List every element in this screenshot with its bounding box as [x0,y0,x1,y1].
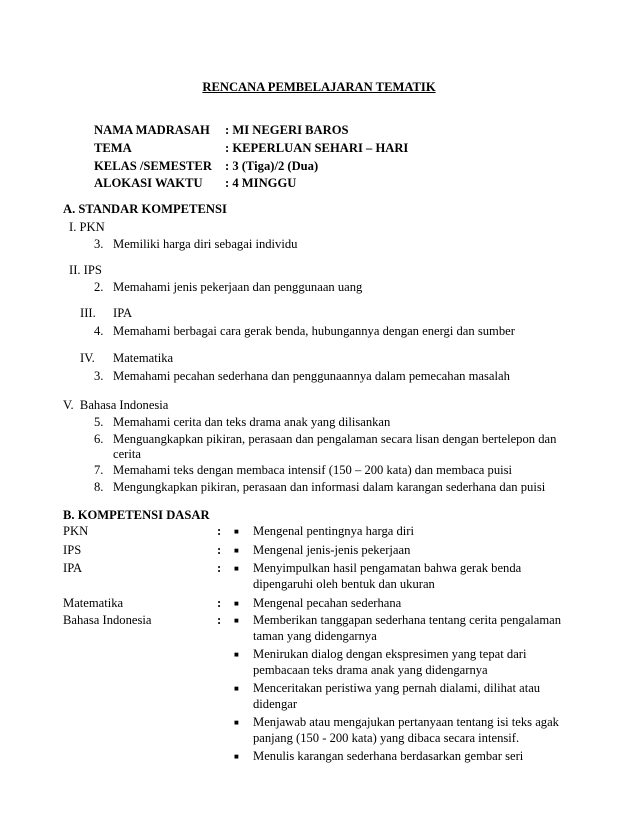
kd-bullet-text: Menirukan dialog dengan ekspresimen yang tepat dari [253,647,527,661]
kd-bullet-text-continued: didengar [253,697,298,711]
square-bullet-icon: ■ [234,599,239,608]
sk-item-number: 7. [94,463,104,477]
header-value-madrasah: : MI NEGERI BAROS [225,123,349,137]
group-pkn-label: I. PKN [69,220,105,234]
sk-item-text: Memahami pecahan sederhana dan penggunaannya dalam pemecahan masalah [113,369,510,383]
kd-subject-ips: IPS [63,543,82,557]
square-bullet-icon: ■ [234,616,239,625]
kd-bullet-text: Memberikan tanggapan sederhana tentang cerita pengalaman [253,613,562,627]
square-bullet-icon: ■ [234,684,239,693]
sk-item-number: 8. [94,480,104,494]
header-value-kelas: : 3 (Tiga)/2 (Dua) [225,159,319,173]
kd-subject-pkn: PKN [63,524,89,538]
group-ipa-numeral: III. [80,306,96,320]
kd-bullet-text: Mengenal pentingnya harga diri [253,524,414,538]
sk-item-text: Memahami jenis pekerjaan dan penggunaan uang [113,280,363,294]
kd-colon: : [217,613,222,627]
square-bullet-icon: ■ [234,546,239,555]
header-value-waktu: : 4 MINGGU [225,176,297,190]
header-label-kelas: KELAS /SEMESTER [94,159,212,173]
kd-bullet-text-continued: dipengaruhi oleh bentuk dan ukuran [253,577,435,591]
document-title: RENCANA PEMBELAJARAN TEMATIK [202,80,436,94]
group-bahasa-label: V. Bahasa Indonesia [63,398,169,412]
kd-subject-matematika: Matematika [63,596,124,610]
kd-bullet-text-continued: panjang (150 - 200 kata) yang dibaca secara intensif. [253,731,520,745]
sk-item-text: Memahami cerita dan teks drama anak yang dilisankan [113,415,391,429]
kd-subject-ipa: IPA [63,561,83,575]
square-bullet-icon: ■ [234,527,239,536]
square-bullet-icon: ■ [234,650,239,659]
kd-bullet-text-continued: taman yang didengarnya [253,629,377,643]
sk-item-text: Memiliki harga diri sebagai individu [113,237,298,251]
sk-item-text-continued: cerita [113,447,141,461]
header-label-tema: TEMA [94,141,132,155]
square-bullet-icon: ■ [234,564,239,573]
kd-bullet-text: Mengenal jenis-jenis pekerjaan [253,543,411,557]
kd-subject-bahasa-indonesia: Bahasa Indonesia [63,613,152,627]
kd-colon: : [217,561,222,575]
kd-bullet-text-continued: pembacaan teks drama anak yang didengarnya [253,663,488,677]
sk-item-number: 4. [94,324,104,338]
sk-item-number: 2. [94,280,104,294]
sk-item-text: Menguangkapkan pikiran, perasaan dan pengalaman secara lisan dengan bertelepon dan [113,432,557,446]
kd-colon: : [217,524,222,538]
sk-item-number: 6. [94,432,104,446]
sk-item-number: 5. [94,415,104,429]
sk-item-number: 3. [94,369,104,383]
kd-bullet-text: Menyimpulkan hasil pengamatan bahwa gerak benda [253,561,522,575]
group-ipa-label: IPA [113,306,133,320]
square-bullet-icon: ■ [234,718,239,727]
header-value-tema: : KEPERLUAN SEHARI – HARI [225,141,409,155]
sk-item-text: Memahami teks dengan membaca intensif (150 – 200 kata) dan membaca puisi [113,463,513,477]
kd-bullet-text: Menulis karangan sederhana berdasarkan gembar seri [253,749,524,763]
kd-bullet-text: Menceritakan peristiwa yang pernah dialami, dilihat atau [253,681,541,695]
square-bullet-icon: ■ [234,752,239,761]
group-ips-label: II. IPS [69,263,102,277]
kd-colon: : [217,543,222,557]
section-a-heading: A. STANDAR KOMPETENSI [63,202,227,216]
group-matematika-label: Matematika [113,351,174,365]
group-matematika-numeral: IV. [80,351,95,365]
kd-colon: : [217,596,222,610]
kd-bullet-text: Mengenal pecahan sederhana [253,596,402,610]
sk-item-text: Mengungkapkan pikiran, perasaan dan informasi dalam karangan sederhana dan puisi [113,480,546,494]
kd-bullet-text: Menjawab atau mengajukan pertanyaan tentang isi teks agak [253,715,559,729]
sk-item-text: Memahami berbagai cara gerak benda, hubungannya dengan energi dan sumber [113,324,515,338]
header-label-waktu: ALOKASI WAKTU [94,176,203,190]
sk-item-number: 3. [94,237,104,251]
section-b-heading: B. KOMPETENSI DASAR [63,508,210,522]
header-label-madrasah: NAMA MADRASAH [94,123,210,137]
